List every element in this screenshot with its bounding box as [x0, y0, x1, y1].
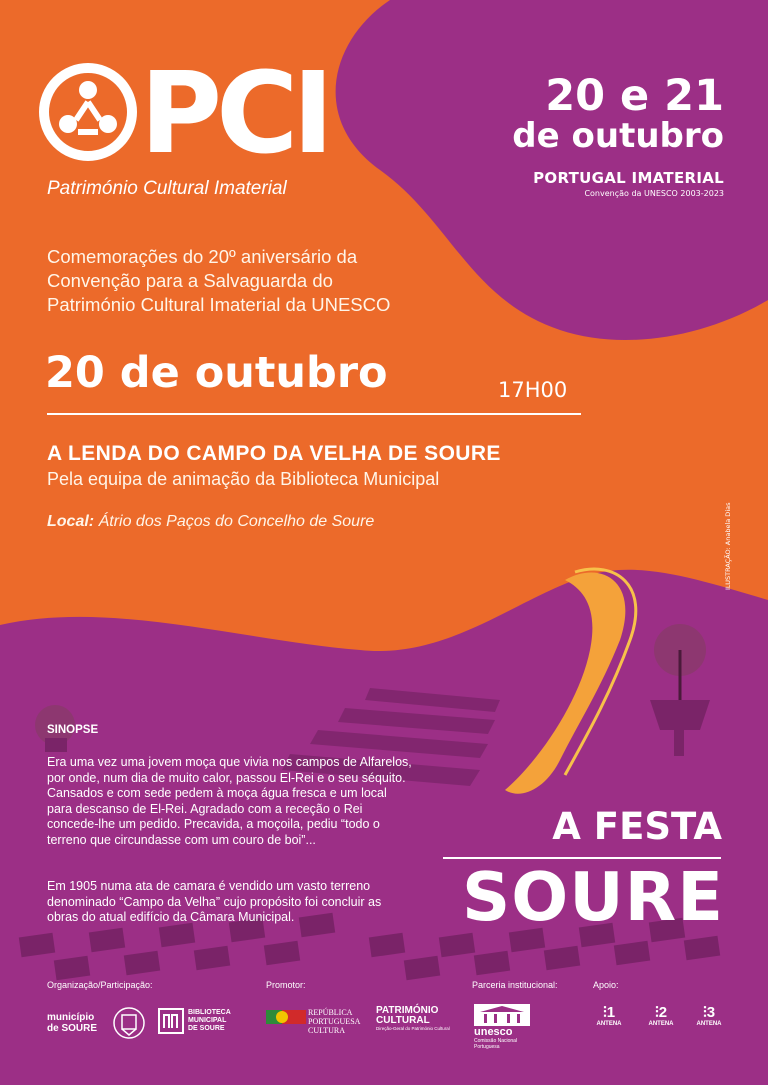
republica-line: PORTUGUESA — [308, 1017, 361, 1026]
date-range: 20 e 21 — [545, 71, 724, 121]
antena-wave-icon: ⫶ — [602, 1004, 607, 1021]
biblioteca-line: BIBLIOTECA — [188, 1009, 231, 1016]
program-name: PORTUGAL IMATERIAL — [533, 168, 724, 187]
coat-of-arms-icon — [112, 1006, 146, 1040]
event-hour: 17H00 — [498, 378, 568, 402]
convention-label: Convenção da UNESCO 2003-2023 — [584, 188, 724, 198]
biblioteca-line: DE SOURE — [188, 1025, 225, 1032]
intro-line: Património Cultural Imaterial da UNESCO — [47, 294, 391, 315]
antena-3-logo — [694, 1005, 724, 1027]
intro-line: Comemorações do 20º aniversário da — [47, 246, 358, 267]
patrimonio-line: Direção-Geral do Património Cultural — [376, 1026, 450, 1031]
organizacao-label: Organização/Participação: — [47, 980, 153, 990]
soure-heading: SOURE — [462, 858, 724, 936]
sinopse-title: SINOPSE — [47, 724, 99, 736]
library-icon — [158, 1008, 184, 1034]
date-month: de outubro — [512, 116, 724, 157]
date-header — [512, 71, 724, 198]
municipio-line: de SOURE — [47, 1023, 98, 1034]
biblioteca-line: MUNICIPAL — [188, 1017, 227, 1024]
parceria-label: Parceria institucional: — [472, 980, 558, 990]
antena-label: ANTENA — [648, 1021, 674, 1027]
republica-flag-icon — [266, 1008, 306, 1026]
intro-line: Convenção para a Salvaguarda do — [47, 270, 333, 291]
sinopse-paragraph: Em 1905 numa ata de camara é vendido um vasto terreno denominado “Campo da Velha” cujo propósito foi concluir as obras do atual edifício da Câmara Municipal. — [47, 879, 382, 925]
apoio-label: Apoio: — [593, 980, 619, 990]
unesco-line: Comissão Nacional — [474, 1038, 518, 1044]
illustration-credit: ILUSTRAÇÃO: Anabela Dias — [724, 502, 732, 590]
pci-logo-subtitle: Património Cultural Imaterial — [47, 178, 287, 199]
antena-2-logo — [646, 1005, 676, 1027]
pci-logo-text: PCI — [140, 49, 328, 179]
event-title: A LENDA DO CAMPO DA VELHA DE SOURE — [47, 442, 501, 465]
republica-logo — [308, 1008, 360, 1035]
antena-wave-icon: ⫶ — [702, 1004, 707, 1021]
patrimonio-line: PATRIMÓNIO — [376, 1005, 439, 1016]
antena-wave-icon: ⫶ — [654, 1004, 659, 1021]
promotor-label: Promotor: — [266, 980, 306, 990]
location-label: Local: — [47, 513, 95, 530]
antena-number: 1 — [606, 1004, 616, 1021]
antena-label: ANTENA — [696, 1021, 722, 1027]
event-location — [47, 513, 374, 531]
festa-heading: A FESTA — [552, 805, 722, 848]
patrimonio-logo — [376, 1006, 450, 1032]
intro-text — [47, 245, 390, 317]
unesco-temple-icon — [474, 1004, 530, 1026]
antena-1-logo — [594, 1005, 624, 1027]
municipio-logo — [47, 1012, 97, 1034]
antena-number: 3 — [706, 1004, 716, 1021]
unesco-line: Portuguesa — [474, 1044, 500, 1050]
event-date: 20 de outubro — [45, 348, 388, 398]
patrimonio-line: CULTURAL — [376, 1015, 430, 1026]
municipio-line: município — [47, 1012, 95, 1023]
republica-line: CULTURA — [308, 1026, 346, 1035]
pci-logo-icon — [38, 62, 138, 162]
antena-number: 2 — [658, 1004, 668, 1021]
biblioteca-logo — [188, 1009, 231, 1033]
sinopse-paragraph: Era uma vez uma jovem moça que vivia nos campos de Alfarelos, por onde, num dia de muito calor, passou El-Rei e o seu séquito. Cansados e com sede pedem à moça água fresca e um local para descanso de El-Rei. Agradado com a receção o Rei concede-lhe um pedido. Precavida, a moçoila, pediu “todo o terreno que circundasse com um couro de boi”... — [47, 755, 412, 847]
divider — [47, 413, 581, 415]
location-value: Átrio dos Paços do Concelho de Soure — [98, 513, 375, 530]
antena-label: ANTENA — [596, 1021, 622, 1027]
unesco-logo — [474, 1027, 517, 1050]
event-by: Pela equipa de animação da Biblioteca Municipal — [47, 469, 440, 489]
unesco-line: unesco — [474, 1026, 513, 1038]
republica-line: REPÚBLICA — [308, 1008, 353, 1017]
